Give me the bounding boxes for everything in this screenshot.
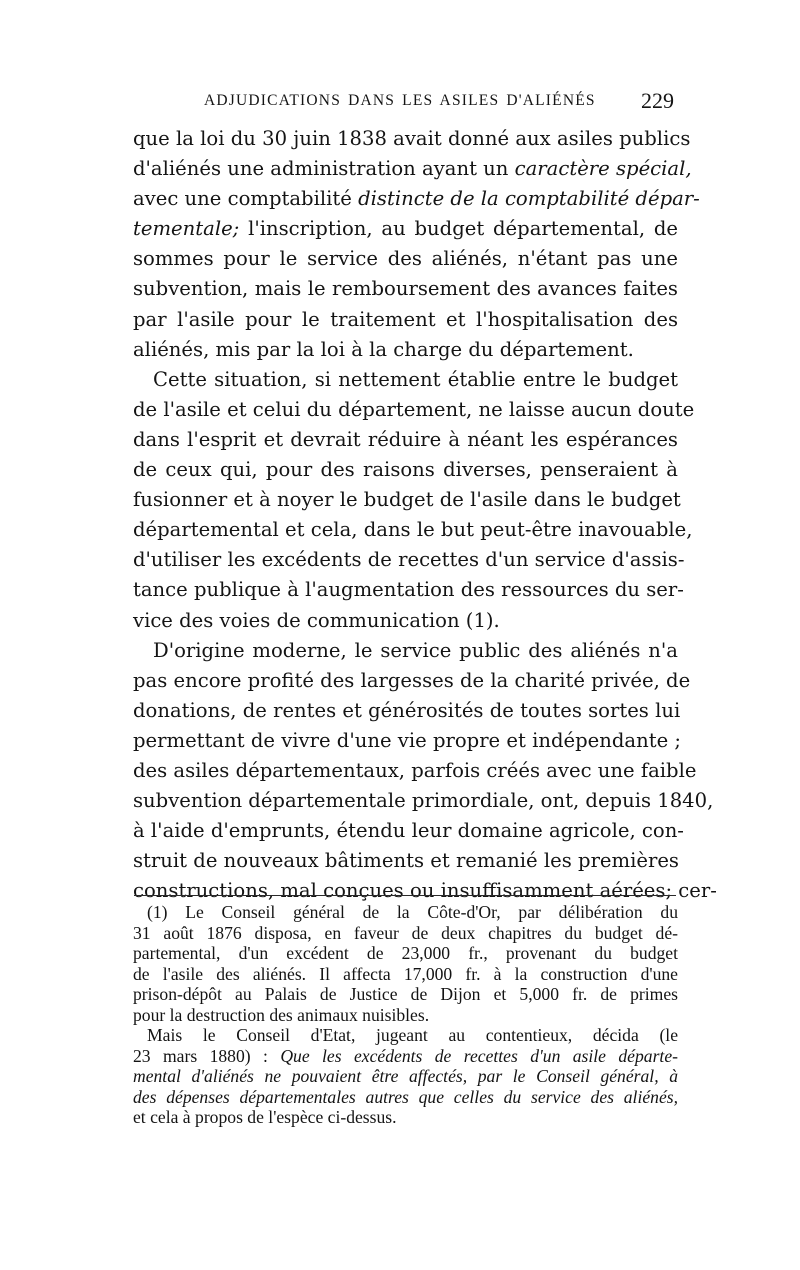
text-line: struit de nouveaux bâtiments et remanié les premières: [133, 849, 679, 873]
italic-phrase: caractère spécial,: [514, 157, 692, 181]
italic-phrase: tementale;: [133, 217, 240, 241]
text-line: donations, de rentes et générosités de toutes sortes lui: [133, 698, 681, 722]
footnote-separator: [134, 895, 676, 896]
text-line: départemental et cela, dans le but peut-être inavouable,: [133, 518, 693, 542]
text-line: de l'asile et celui du département, ne laisse aucun doute: [133, 397, 695, 421]
text-line: pas encore profité des largesses de la charité privée, de: [133, 668, 691, 692]
page-header: [204, 88, 676, 118]
footnote-line: et cela à propos de l'espèce ci-dessus.: [133, 1107, 397, 1127]
text-line: tementale; l'inscription, au budget départemental, de: [133, 217, 678, 241]
text-line: que la loi du 30 juin 1838 avait donné aux asiles publics: [133, 127, 691, 150]
text-line: à l'aide d'emprunts, étendu leur domaine agricole, con-: [133, 819, 684, 843]
text-line: constructions, mal conçues ou insuffisamment aérées; cer-: [133, 879, 717, 903]
text-line: des asiles départementaux, parfois créés avec une faible: [133, 758, 697, 782]
running-title: ADJUDICATIONS DANS LES ASILES D'ALIÉNÉS: [204, 92, 596, 109]
footnote-line: 23 mars 1880) : Que les excédents de recettes d'un asile départe-: [133, 1045, 678, 1066]
italic-phrase: Que les excédents de recettes d'un asile départe-: [280, 1045, 678, 1066]
footnote-line: 31 août 1876 disposa, en faveur de deux chapitres du budget dé-: [133, 922, 678, 943]
footnote-line: prison-dépôt au Palais de Justice de Dijon et 5,000 fr. de primes: [133, 984, 678, 1004]
footnotes: [133, 902, 678, 1128]
italic-phrase: mental d'aliénés ne pouvaient être affectés, par le Conseil général, à: [133, 1066, 678, 1086]
footnote-1: [133, 902, 678, 1025]
text-line: subvention départementale primordiale, ont, depuis 1840,: [133, 789, 714, 813]
footnote-line: Mais le Conseil d'Etat, jugeant au contentieux, décida (le: [147, 1025, 678, 1045]
text-line: d'utiliser les excédents de recettes d'un service d'assis-: [133, 548, 685, 572]
paragraph: [133, 636, 717, 907]
footnote-line: pour la destruction des animaux nuisibles.: [133, 1004, 430, 1025]
text-line: sommes pour le service des aliénés, n'étant pas une: [133, 247, 678, 271]
text-line: de ceux qui, pour des raisons diverses, penseraient à: [133, 458, 678, 482]
text-line: par l'asile pour le traitement et l'hospitalisation des: [133, 307, 678, 331]
page-number: 229: [641, 88, 674, 113]
footnote-line: [133, 1087, 678, 1108]
text-line: permettant de vivre d'une vie propre et indépendante ;: [133, 728, 682, 752]
text-line: avec une comptabilité distincte de la comptabilité dépar-: [133, 187, 700, 211]
footnote-line: partemental, d'un excédent de 23,000 fr., provenant du budget: [133, 943, 678, 963]
italic-phrase: distincte de la comptabilité dépar-: [358, 187, 700, 211]
text-line: Cette situation, si nettement établie entre le budget: [153, 367, 678, 391]
footnote-continuation: [133, 1025, 678, 1128]
text-line: d'aliénés une administration ayant un caractère spécial,: [133, 157, 692, 181]
text-line: dans l'esprit et devrait réduire à néant les espérances: [133, 427, 678, 451]
footnote-line: (1) Le Conseil général de la Côte-d'Or, par délibération du: [147, 902, 678, 922]
text-line: aliénés, mis par la loi à la charge du département.: [133, 337, 634, 361]
main-text: [133, 124, 717, 906]
paragraph: [133, 124, 700, 365]
text-line: fusionner et à noyer le budget de l'asile dans le budget: [133, 488, 681, 512]
text-line: subvention, mais le remboursement des avances faites: [133, 277, 678, 301]
text-line: vice des voies de communication (1).: [133, 608, 500, 632]
footnote-line: [133, 1066, 678, 1087]
text-line: D'origine moderne, le service public des aliénés n'a: [153, 638, 678, 662]
italic-phrase: des dépenses départementales autres que celles du service des aliénés,: [133, 1086, 678, 1107]
text-line: tance publique à l'augmentation des ressources du ser-: [133, 578, 684, 602]
footnote-line: de l'asile des aliénés. Il affecta 17,000 fr. à la construction d'une: [133, 963, 678, 984]
paragraph: [133, 365, 695, 636]
